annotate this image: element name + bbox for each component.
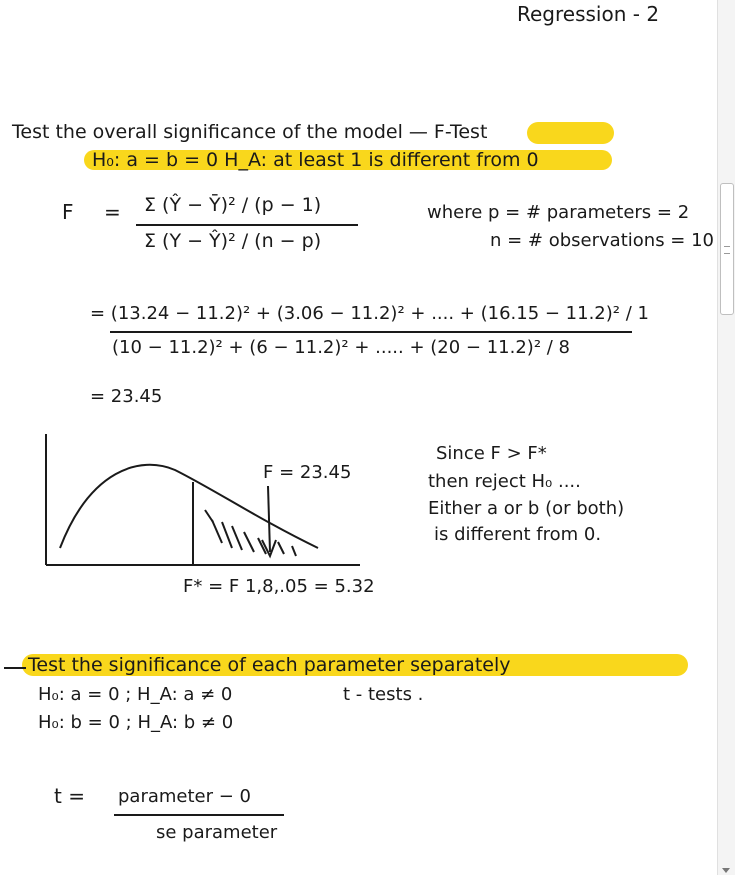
where-observations: n = # observations = 10: [490, 230, 714, 251]
scroll-down-icon[interactable]: [722, 868, 730, 873]
ttest-hypothesis-b: H₀: b = 0 ; H_A: b ≠ 0: [38, 712, 234, 733]
f-denominator: Σ (Y − Ŷ)² / (n − p): [144, 230, 322, 252]
f-result: = 23.45: [90, 386, 163, 407]
grip-icon: [724, 246, 730, 254]
hatch: [278, 542, 284, 554]
ttest-method: t - tests .: [343, 684, 424, 705]
where-parameters: where p = # parameters = 2: [427, 202, 690, 223]
calc-denominator: (10 − 11.2)² + (6 − 11.2)² + ..... + (20 − 11.2)² / 8: [112, 337, 570, 358]
hatch: [292, 546, 296, 556]
equals-sign: =: [104, 200, 121, 224]
scrollbar-thumb[interactable]: [720, 183, 734, 315]
page-title: Regression - 2: [517, 2, 660, 26]
section-rule: [4, 667, 26, 669]
f-critical-value: F* = F 1,8,.05 = 5.32: [183, 576, 375, 597]
ttest-hypothesis-a: H₀: a = 0 ; H_A: a ≠ 0: [38, 684, 233, 705]
t-symbol: t =: [54, 784, 85, 808]
conclusion-line-1: Since F > F*: [436, 443, 547, 464]
ftest-heading: Test the overall significance of the model — F-Test: [12, 121, 488, 143]
f-arrow-shaft: [268, 486, 270, 552]
conclusion-line-4: is different from 0.: [434, 524, 602, 545]
conclusion-line-3: Either a or b (or both): [428, 498, 625, 519]
t-fraction-bar: [114, 814, 284, 816]
t-denominator: se parameter: [156, 822, 278, 843]
conclusion-line-2: then reject H₀ ....: [428, 471, 581, 492]
calc-numerator: = (13.24 − 11.2)² + (3.06 − 11.2)² + .... + (16.15 − 11.2)² / 1: [90, 303, 649, 324]
vertical-scrollbar[interactable]: [717, 0, 735, 875]
hatch: [222, 522, 232, 548]
f-symbol: F: [62, 200, 74, 224]
hatch: [232, 526, 242, 550]
t-numerator: parameter − 0: [118, 786, 252, 807]
hatch: [244, 532, 254, 552]
ttest-heading: Test the significance of each parameter separately: [28, 654, 511, 676]
graph-f-label: F = 23.45: [263, 462, 352, 483]
f-numerator: Σ (Ŷ − Ȳ)² / (p − 1): [144, 194, 322, 216]
hatch: [212, 520, 222, 543]
ftest-hypothesis: H₀: a = b = 0 H_A: at least 1 is different from 0: [92, 149, 539, 171]
